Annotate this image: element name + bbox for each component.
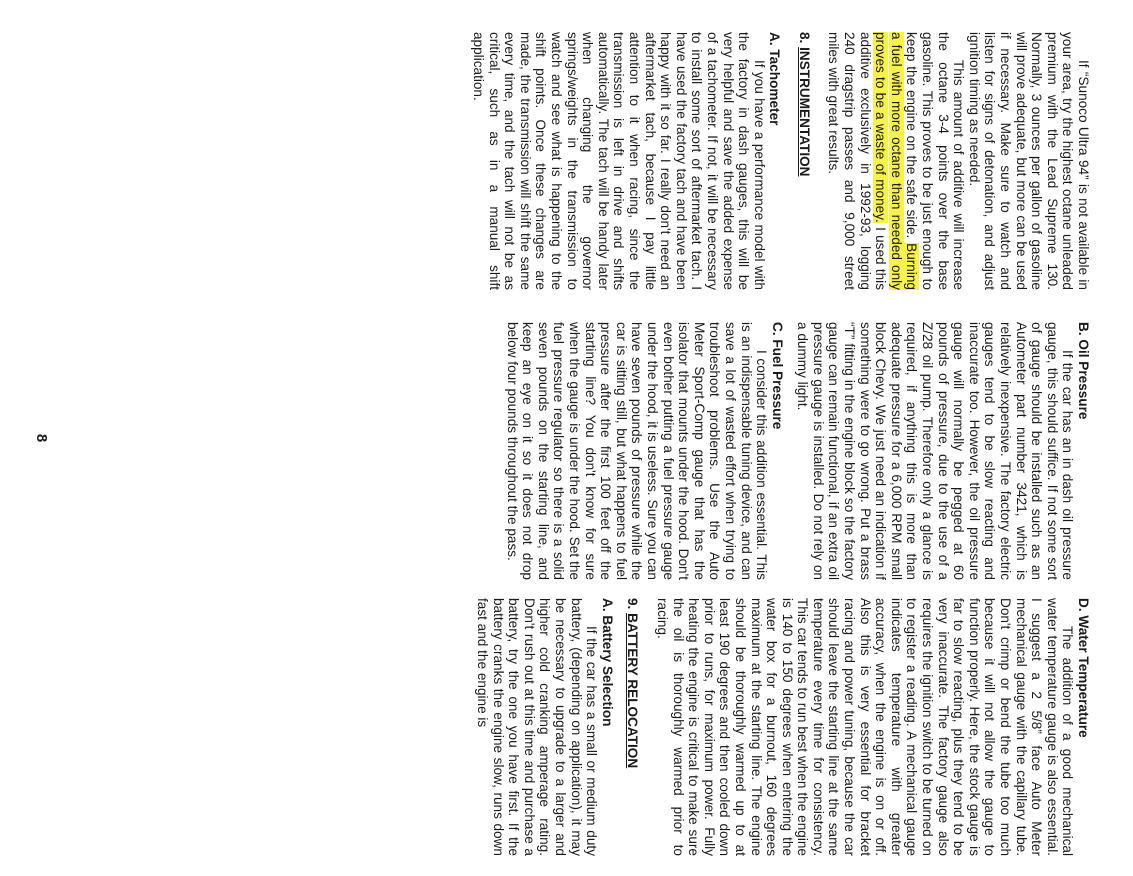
column-1 [470, 32, 1091, 290]
fuel-pressure-paragraph: I consider this addition essential. This is an indispensable tuning device, and can save a lot of wasted effort when trying to troubleshoot problems. Use the Auto Meter Sport-Comp gauge that has the isolator that mounts under the hood. Don't even bother putting a fuel pressure gauge under the hood, it is useless. Sure you can have seven pounds of pressure while the car is sitting still, but what happens to fuel pressure after the first 100 feet off the starting line? You don't know for sure when the gauge is under the hood. Set the fuel pressure regulator so there is a solid seven pounds on the starting line, and keep an eye on it so it does not drop below four pounds throughout the pass. [504, 322, 770, 580]
section-heading-instrumentation [796, 32, 812, 290]
fuel-pressure-heading: C. Fuel Pressure [769, 322, 785, 430]
section-heading-battery-relocation [625, 598, 641, 856]
additive-text-b: I used this additive exclusively in 1992-93, logging 240 dragstrip passes and 9,000 street miles with great results. [826, 32, 889, 290]
fuel-intro-paragraph: If “Sunoco Ultra 94” is not available in your area, try the highest octane unleaded premium with the Lead Supreme 130. Normally, 3 ounces per gallon of gasoline will prove adequate, but more can be used if necessary. Make sure to watch and listen for signs of detonation, and adjust ignition timing as needed. [966, 32, 1091, 290]
column-2 [504, 322, 1091, 580]
section-title: BATTERY RELOCATION [625, 613, 641, 769]
additive-text-a: This amount of additive will increase the octane 3-4 points over the base gasoline. This proves to be just enough to keep the engine on the safe side. [904, 32, 967, 290]
tachometer-paragraph: If you have a performance model with the factory in dash gauges, this will be very helpful and save the added expense of a tachometer. If not, it will be necessary to install some sort of aftermarket tach. I have used the factory tach and have been happy with it so far. I really don't need an aftermarket tach, because I pay little attention to it when racing, since the transmission is left in drive and shifts automatically. The tach will be handy later when changing the governor springs/weights in the transmission to watch and see what is happening to the shift points. Once these changes are made, the transmission will shift the same every time, and the tach will not be as critical, such as in a manual shift application. [471, 32, 767, 290]
highlighted-sentence: Burning a fuel with more octane than needed only proves to be a waste of money. [873, 32, 920, 290]
water-temperature-heading: D. Water Temperature [1076, 598, 1091, 738]
section-number: 8. [796, 32, 812, 44]
section-number: 9. [625, 598, 641, 610]
water-temperature-paragraph: The addition of a good mechanical water temperature gauge is also essential. I suggest a 2 5/8” face Auto Meter mechanical gauge with the capillary tube. Don't crimp or bend the tube too much because it will not allow the gauge to function properly. Here, the stock gauge is far to slow reacting, plus they tend to be very inaccurate. The factory gauge also requires the ignition switch to be turned on to register a reading. A mechanical gauge indicates temperature with greater accuracy, when the engine is on or off. Also this is very essential for bracket racing and power tuning, because the car should leave the starting line at the same temperature every time for consistency. This car tends to run best when the engine is 140 to 150 degrees when entering the water box for a burnout, 160 degrees maximum at the starting line. The engine should be thoroughly warmed up to at least 190 degrees and then cooled down prior to runs, for maximum power. Fully heating the engine is critical to make sure the oil is thoroughly warmed prior to racing. [654, 598, 1076, 856]
battery-selection-paragraph: If the car has a small or medium duty battery, (depending on application), it may be necessary to upgrade to a larger and higher cold cranking amperage rating. Don't rush out at this time and purchase a battery, try the one you have first. If the battery cranks the engine slow, runs down fast and the engine is [475, 598, 600, 856]
additive-paragraph [826, 32, 966, 290]
oil-pressure-heading: B. Oil Pressure [1076, 322, 1091, 420]
oil-pressure-paragraph: If the car has an in dash oil pressure gauge, this should suffice. If not some sort of gauge should be installed such as an Autometer part number 3421, which is relatively inexpensive. The factory electric gauges tend to be slow reacting and inaccurate too. However, the oil pressure gauge will normally be pegged at 60 pounds of pressure, due to the use of a Z/28 oil pump. Therefore only a glance is required, if anything this is more than adequate pressure for a 6,000 RPM small block Chevy. We just need an indication if something were to go wrong. Put a brass “T” fitting in the engine block so the factory gauge can remain functional, if an extra oil pressure gauge is installed. Do not rely on a dummy light. [795, 322, 1076, 580]
column-3 [474, 598, 1091, 856]
battery-selection-heading: A. Battery Selection [599, 598, 615, 727]
section-title: INSTRUMENTATION [796, 47, 812, 177]
page-number: 8 [33, 433, 50, 443]
tachometer-heading: A. Tachometer [767, 32, 783, 126]
